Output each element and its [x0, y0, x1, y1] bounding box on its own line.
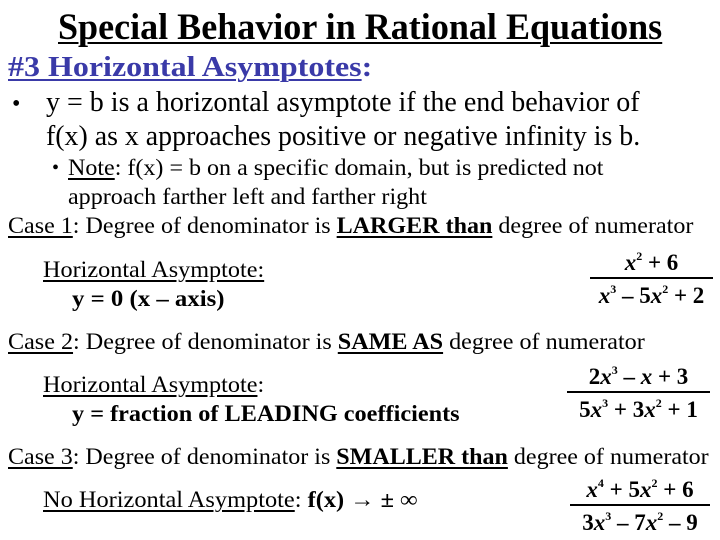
- case-1-ha-label-text: Horizontal Asymptote:: [43, 257, 265, 282]
- case-2-fraction: [567, 364, 710, 421]
- case-2-emphasis: SAME AS: [337, 329, 444, 354]
- case-1-emphasis: LARGER than: [336, 213, 493, 238]
- case-3-ha-label-text: No Horizontal Asymptote: [43, 487, 295, 512]
- bullet-main-line1: y = b is a horizontal asymptote if the end behavior of: [46, 87, 640, 118]
- case-3-text: : Degree of denominator is: [72, 444, 337, 469]
- slide-title: Special Behavior in Rational Equations: [58, 7, 663, 48]
- fraction-bar: [590, 277, 713, 279]
- case-3-emphasis: SMALLER than: [336, 444, 508, 469]
- note-label: Note: [68, 155, 115, 180]
- bullet-main-line2: f(x) as x approaches positive or negative infinity is b.: [46, 121, 641, 152]
- case-3-label: Case 3: [8, 444, 73, 469]
- case-2-result: y = fraction of LEADING coefficients: [72, 401, 460, 426]
- case-1-label: Case 1: [8, 213, 73, 238]
- case-2-ha-label-text: Horizontal Asymptote: [43, 372, 258, 397]
- case-3-result: f(x) → ± ∞: [307, 487, 418, 512]
- case-1-text-end: degree of numerator: [492, 213, 694, 238]
- case-3-ha-colon: :: [294, 487, 308, 512]
- fraction-denominator: $5x^3 + 3x^2 + 1$: [579, 396, 698, 422]
- case-3-fraction: [570, 477, 710, 534]
- section-heading-colon: :: [361, 51, 373, 83]
- section-heading-label: #3 Horizontal Asymptotes: [8, 51, 362, 83]
- note-line2: approach farther left and farther right: [68, 184, 427, 209]
- fraction-denominator: $3x^3 - 7x^2 - 9$: [582, 509, 698, 535]
- fraction-numerator: $x^4 + 5x^2 + 6$: [586, 476, 694, 502]
- case-1-fraction: [590, 250, 713, 307]
- fraction-bar: [570, 504, 710, 506]
- fraction-bar: [567, 391, 710, 393]
- fraction-numerator: $2x^3 - x + 3$: [588, 363, 689, 389]
- note-line1: [68, 156, 603, 179]
- case-1-text: : Degree of denominator is: [72, 213, 337, 238]
- fraction-denominator: $x^3 - 5x^2 + 2$: [598, 282, 705, 308]
- case-2-ha-colon: :: [257, 372, 265, 397]
- case-2-heading: [8, 330, 645, 353]
- sub-bullet-dot: •: [52, 157, 60, 179]
- case-2-ha-label: [43, 373, 264, 396]
- case-2-text: : Degree of denominator is: [73, 329, 338, 354]
- case-3-ha-label: [43, 488, 418, 511]
- case-1-result: y = 0 (x – axis): [72, 286, 225, 311]
- note-text: : f(x) = b on a specific domain, but is predicted not: [114, 155, 604, 180]
- case-1-ha-label: [43, 258, 264, 281]
- case-3-heading: [8, 445, 709, 468]
- fraction-numerator: $x^2 + 6$: [624, 249, 679, 275]
- case-2-label: Case 2: [8, 329, 74, 354]
- case-3-text-end: degree of numerator: [507, 444, 709, 469]
- case-2-text-end: degree of numerator: [443, 329, 645, 354]
- section-heading: [8, 53, 372, 82]
- case-1-heading: [8, 214, 693, 237]
- bullet-dot: •: [12, 91, 21, 117]
